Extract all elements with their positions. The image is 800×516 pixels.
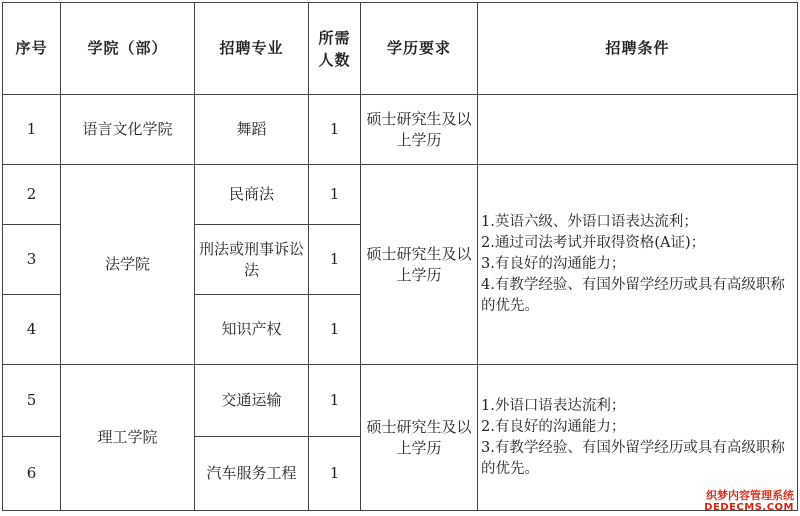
- cell-count: 1: [309, 95, 361, 165]
- header-seq: 序号: [3, 3, 61, 95]
- condition-line: 1.英语六级、外语口语表达流利；: [481, 214, 698, 230]
- condition-line: 3.有良好的沟通能力；: [481, 256, 626, 272]
- header-college: 学院（部）: [61, 3, 195, 95]
- table-row: [3, 365, 798, 437]
- cell-seq: 1: [3, 95, 61, 165]
- cell-count: 1: [309, 365, 361, 437]
- cell-college: 理工学院: [61, 365, 195, 511]
- cell-edu-text: 硕士研究生及以上学历: [366, 417, 472, 457]
- recruitment-table: [2, 2, 798, 511]
- header-count: [309, 3, 361, 95]
- cell-major: 知识产权: [195, 295, 309, 365]
- cell-edu-text: 硕士研究生及以上学历: [366, 109, 472, 149]
- cell-cond: [478, 165, 798, 365]
- table-row: [3, 165, 798, 225]
- cell-major: 汽车服务工程: [195, 437, 309, 511]
- watermark: [704, 489, 794, 513]
- cell-count: 1: [309, 165, 361, 225]
- cell-college: 法学院: [61, 165, 195, 365]
- cell-major: 交通运输: [195, 365, 309, 437]
- cell-major: 舞蹈: [195, 95, 309, 165]
- table-row: [3, 95, 798, 165]
- cell-major: 民商法: [195, 165, 309, 225]
- cell-edu-text: 硕士研究生及以上学历: [366, 244, 472, 284]
- cell-major-text: 刑法或刑事诉讼法: [198, 239, 304, 279]
- watermark-title: 织梦内容管理系统: [706, 489, 794, 502]
- condition-line: 2.有良好的沟通能力；: [481, 418, 626, 435]
- cell-college: 语言文化学院: [61, 95, 195, 165]
- header-row: [3, 3, 798, 95]
- cell-edu: [361, 165, 478, 365]
- header-edu: 学历要求: [361, 3, 478, 95]
- cell-seq: 5: [3, 365, 61, 437]
- condition-line: 3.有教学经验、有国外留学经历或具有高级职称的优先。: [481, 439, 785, 477]
- header-count-text: 所需人数: [318, 28, 351, 69]
- header-major: 招聘专业: [195, 3, 309, 95]
- cell-edu: [361, 365, 478, 511]
- cell-major: [195, 225, 309, 295]
- cell-cond: [478, 95, 798, 165]
- header-cond: 招聘条件: [478, 3, 798, 95]
- cell-count: 1: [309, 437, 361, 511]
- cell-count: 1: [309, 295, 361, 365]
- cell-seq: 6: [3, 437, 61, 511]
- cell-seq: 3: [3, 225, 61, 295]
- watermark-domain: DEDECMS.COM: [704, 502, 794, 513]
- cell-edu: [361, 95, 478, 165]
- condition-line: 4.有教学经验、有国外留学经历或具有高级职称的优先。: [481, 277, 785, 314]
- cell-seq: 4: [3, 295, 61, 365]
- cell-count: 1: [309, 225, 361, 295]
- condition-line: 2.通过司法考试并取得资格(A证)；: [481, 235, 706, 251]
- cell-seq: 2: [3, 165, 61, 225]
- condition-line: 1.外语口语表达流利；: [481, 397, 626, 414]
